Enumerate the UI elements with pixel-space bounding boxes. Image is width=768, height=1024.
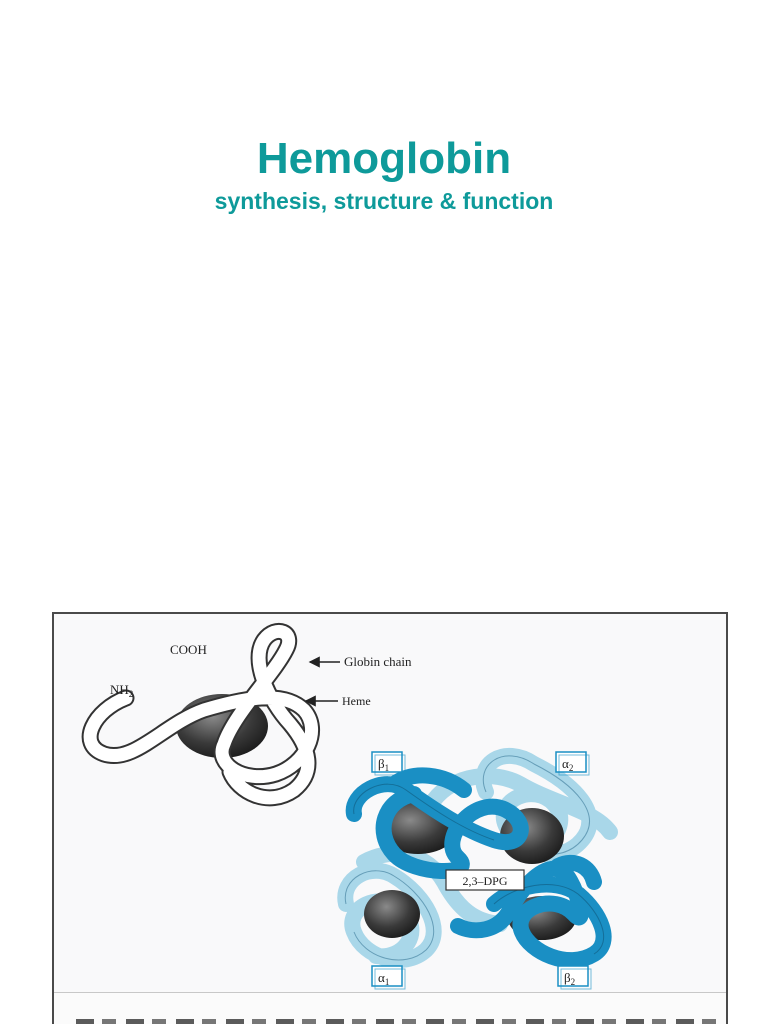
- heme-alpha1-icon: [364, 890, 420, 938]
- dpg-label-box: [446, 870, 524, 890]
- beta2-label-box: [558, 966, 591, 989]
- figure-caption-strip: [54, 992, 728, 1024]
- beta1-label: $\beta_1$: [378, 756, 390, 773]
- caption-cutoff-text: [76, 1019, 716, 1024]
- alpha1-label: $\alpha_1$: [378, 970, 390, 987]
- hemoglobin-figure: [52, 612, 728, 1024]
- alpha1-label-box: [372, 966, 405, 989]
- slide-subtitle: synthesis, structure & function: [214, 188, 554, 214]
- globin-monomer: [90, 631, 412, 797]
- alpha2-label: $\alpha_2$: [562, 756, 574, 773]
- dpg-label: 2,3–DPG: [462, 874, 508, 888]
- heme-label: Heme: [342, 694, 371, 708]
- beta2-label: $\beta_2$: [564, 970, 576, 987]
- cooh-label: COOH: [170, 642, 207, 657]
- alpha2-label-box: [556, 752, 589, 775]
- hemoglobin-tetramer: [345, 752, 610, 989]
- beta1-label-box: [372, 752, 405, 775]
- hemoglobin-diagram: [54, 614, 728, 1024]
- nh2-label: $NH_2$: [110, 682, 134, 699]
- slide-title: Hemoglobin: [256, 134, 512, 183]
- globin-chain-label: Globin chain: [344, 654, 412, 669]
